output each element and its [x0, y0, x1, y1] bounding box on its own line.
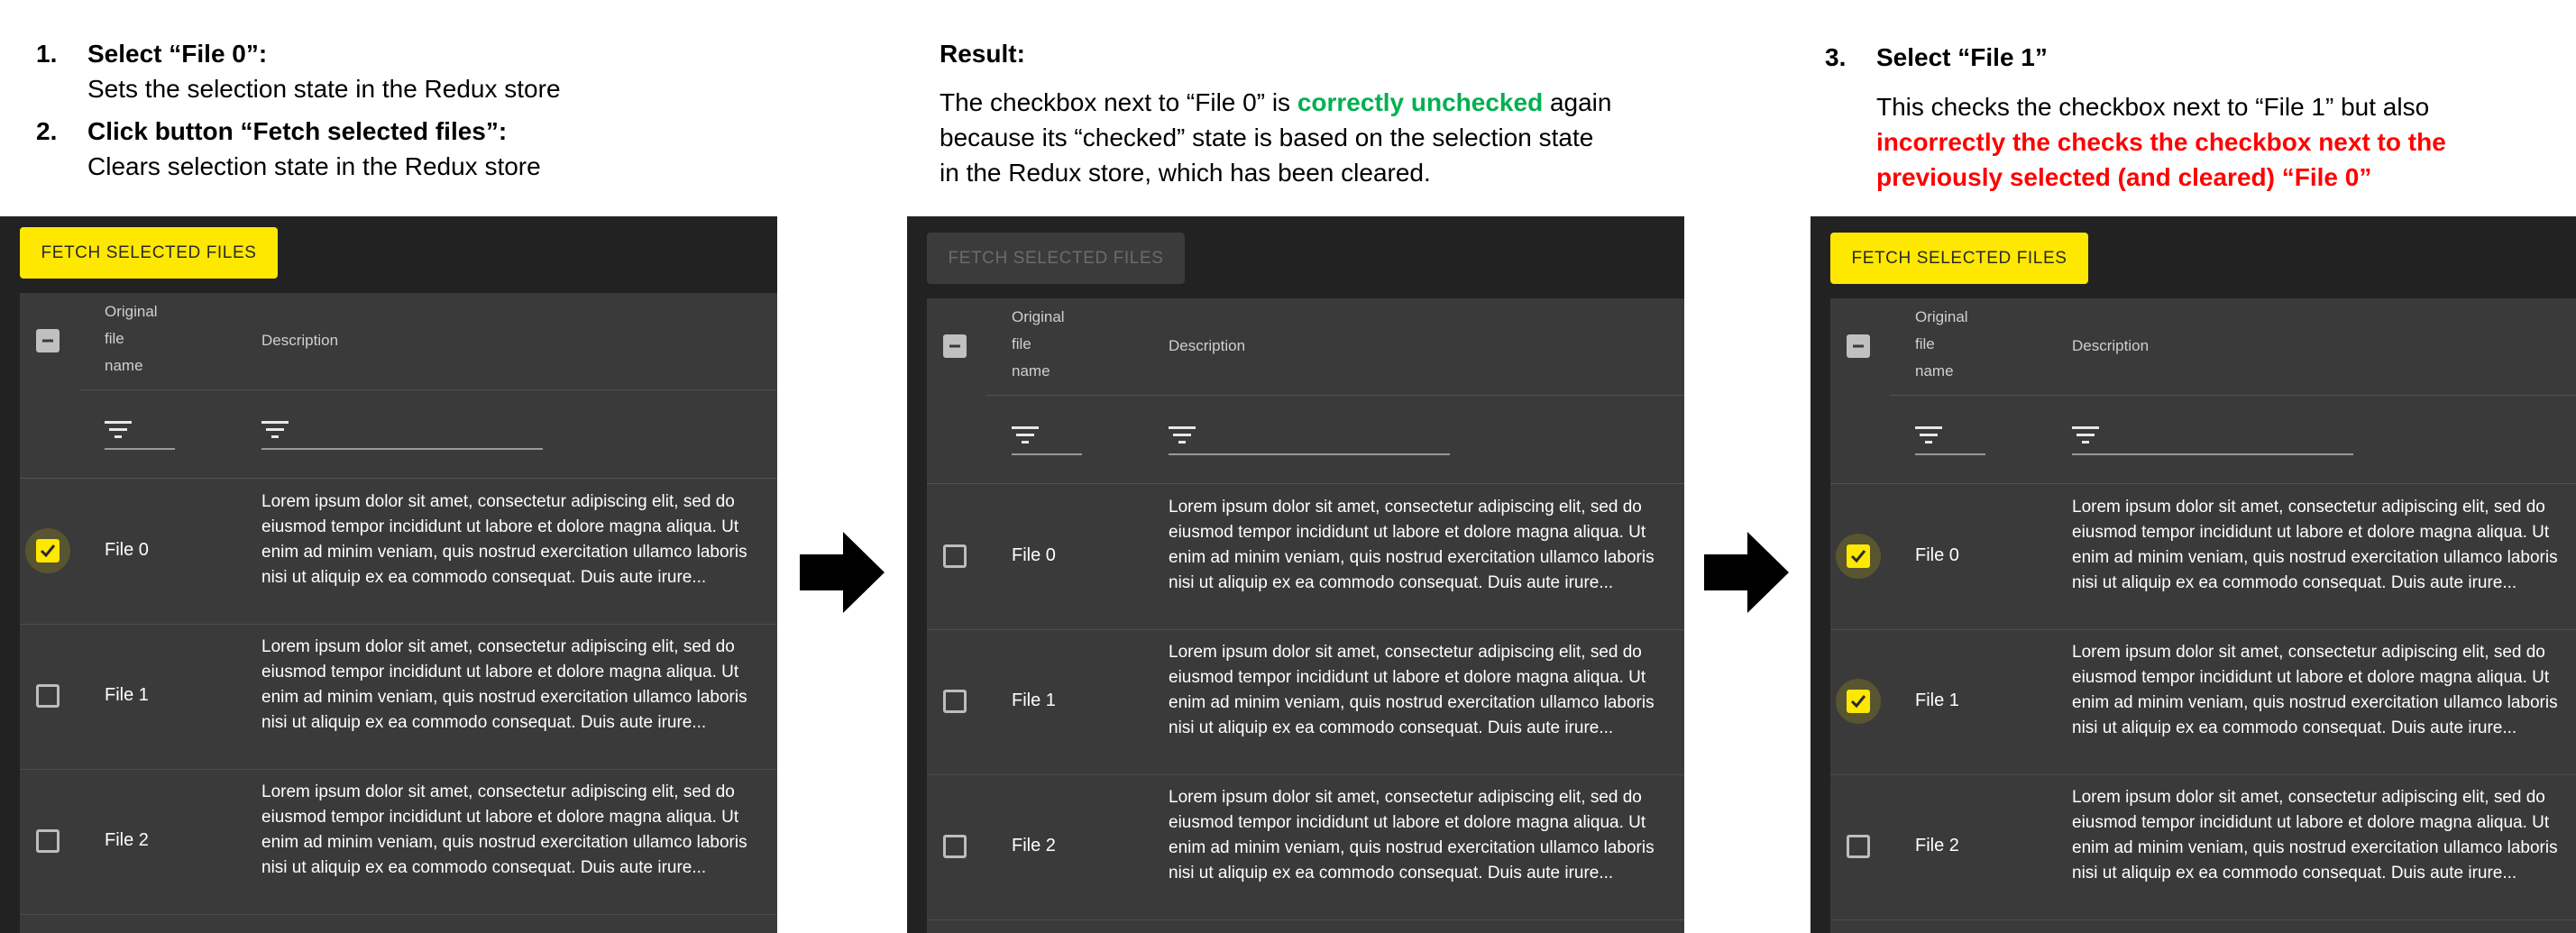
table-row[interactable]: [927, 484, 1684, 630]
filter-icon[interactable]: [1010, 423, 1040, 446]
table-header: [1830, 298, 2576, 395]
table-row[interactable]: [1830, 774, 2576, 920]
step3-error-line3: previously selected (and cleared) “File 0”: [1876, 163, 2372, 191]
description-cell: Lorem ipsum dolor sit amet, consectetur adipiscing elit, sed do eiusmod tempor incididunt ut labore et dolore magna aliqua. Ut enim ad minim veniam, quis nostrud exercitation ullamco laboris nisi ut aliquip ex ea commodo consequat. Duis aute irure...: [2072, 788, 2558, 883]
description-cell: Lorem ipsum dolor sit amet, consectetur adipiscing elit, sed do eiusmod tempor incididunt ut labore et dolore magna aliqua. Ut enim ad minim veniam, quis nostrud exercitation ullamco laboris nisi ut aliquip ex ea commodo consequat. Duis aute irure...: [261, 782, 747, 877]
select-all-checkbox[interactable]: [943, 334, 967, 358]
column-header-text: Original: [1915, 308, 1968, 325]
filter-icon[interactable]: [2070, 423, 2101, 446]
fetch-selected-files-button[interactable]: FETCH SELECTED FILES: [20, 227, 278, 279]
result-line2: because its “checked” state is based on the selection state: [940, 123, 1594, 151]
table-header: [20, 293, 777, 389]
file-name-cell: File 2: [1915, 836, 1959, 855]
result-line1-c: again: [1543, 88, 1612, 116]
table-row[interactable]: [1830, 484, 2576, 630]
file-name-cell: File 1: [1915, 691, 1959, 710]
select-all-checkbox[interactable]: [36, 329, 60, 352]
column-header-description[interactable]: Description: [2072, 337, 2150, 354]
row-checkbox[interactable]: [1847, 544, 1870, 568]
file-name-cell: File 0: [1915, 545, 1959, 565]
table-row[interactable]: [927, 774, 1684, 920]
file-name-cell: File 2: [105, 830, 149, 850]
column-header-text: Original: [1012, 308, 1065, 325]
filter-icon[interactable]: [1913, 423, 1944, 446]
fetch-selected-files-button[interactable]: FETCH SELECTED FILES: [927, 233, 1185, 284]
files-table: [927, 298, 1684, 933]
row-checkbox[interactable]: [36, 829, 60, 853]
result-line1-a: The checkbox next to “File 0” is: [940, 88, 1297, 116]
table-header: [927, 298, 1684, 395]
select-all-checkbox[interactable]: [1847, 334, 1870, 358]
filter-row: [1830, 396, 2576, 484]
row-checkbox[interactable]: [943, 690, 967, 713]
filter-input-name[interactable]: [1915, 453, 1985, 455]
filter-input-name[interactable]: [105, 448, 175, 450]
description-cell: Lorem ipsum dolor sit amet, consectetur adipiscing elit, sed do eiusmod tempor incididunt ut labore et dolore magna aliqua. Ut enim ad minim veniam, quis nostrud exercitation ullamco laboris nisi ut aliquip ex ea commodo consequat. Duis aute irure...: [2072, 498, 2558, 592]
caption-step-3: [1825, 40, 2446, 195]
step2-description: Clears selection state in the Redux store: [87, 152, 541, 180]
result-line3: in the Redux store, which has been cleared.: [940, 159, 1431, 187]
step3-error-line2: incorrectly the checks the checkbox next to the: [1876, 128, 2446, 156]
arrow-right-icon: [1704, 532, 1789, 613]
caption-steps-1-2: [36, 36, 561, 184]
filter-input-description[interactable]: [2072, 453, 2353, 455]
filter-icon[interactable]: [260, 417, 290, 441]
column-header-text: name: [1012, 362, 1050, 380]
description-cell: Lorem ipsum dolor sit amet, consectetur adipiscing elit, sed do eiusmod tempor incididunt ut labore et dolore magna aliqua. Ut enim ad minim veniam, quis nostrud exercitation ullamco laboris nisi ut aliquip ex ea commodo consequat. Duis aute irure...: [1169, 643, 1655, 737]
table-row[interactable]: [20, 479, 777, 625]
description-cell: Lorem ipsum dolor sit amet, consectetur adipiscing elit, sed do eiusmod tempor incididunt ut labore et dolore magna aliqua. Ut enim ad minim veniam, quis nostrud exercitation ullamco laboris nisi ut aliquip ex ea commodo consequat. Duis aute irure...: [261, 637, 747, 732]
row-checkbox[interactable]: [36, 539, 60, 563]
column-header-description[interactable]: Description: [1169, 337, 1246, 354]
fetch-selected-files-button[interactable]: FETCH SELECTED FILES: [1830, 233, 2088, 284]
table-row[interactable]: [927, 629, 1684, 775]
table-row[interactable]: [20, 624, 777, 770]
column-header-original-file-name[interactable]: [105, 298, 158, 380]
file-name-cell: File 0: [105, 540, 149, 560]
column-header-text: Original: [105, 303, 158, 320]
arrow-right-icon: [800, 532, 885, 613]
column-header-text: name: [105, 357, 143, 374]
description-cell: Lorem ipsum dolor sit amet, consectetur adipiscing elit, sed do eiusmod tempor incididunt ut labore et dolore magna aliqua. Ut enim ad minim veniam, quis nostrud exercitation ullamco laboris nisi ut aliquip ex ea commodo consequat. Duis aute irure...: [261, 492, 747, 587]
screenshot-panel-1: [0, 216, 777, 933]
filter-icon[interactable]: [103, 417, 133, 441]
step1-description: Sets the selection state in the Redux store: [87, 75, 561, 103]
file-name-cell: File 1: [105, 685, 149, 705]
filter-input-description[interactable]: [1169, 453, 1450, 455]
file-name-cell: File 0: [1012, 545, 1056, 565]
table-row[interactable]: [20, 769, 777, 915]
column-header-text: name: [1915, 362, 1954, 380]
column-header-original-file-name[interactable]: [1012, 304, 1065, 385]
column-header-text: file: [1012, 335, 1031, 352]
caption-result: [940, 36, 1611, 190]
filter-row: [20, 390, 777, 479]
row-checkbox[interactable]: [943, 544, 967, 568]
description-cell: Lorem ipsum dolor sit amet, consectetur adipiscing elit, sed do eiusmod tempor incididunt ut labore et dolore magna aliqua. Ut enim ad minim veniam, quis nostrud exercitation ullamco laboris nisi ut aliquip ex ea commodo consequat. Duis aute irure...: [2072, 643, 2558, 737]
file-name-cell: File 2: [1012, 836, 1056, 855]
column-header-original-file-name[interactable]: [1915, 304, 1968, 385]
result-title: Result:: [940, 40, 1025, 68]
step3-line1: This checks the checkbox next to “File 1” but also: [1876, 93, 2430, 121]
column-header-text: file: [105, 330, 124, 347]
files-table: [20, 293, 777, 933]
table-row[interactable]: [1830, 629, 2576, 775]
filter-icon[interactable]: [1167, 423, 1197, 446]
step1-number: 1.: [36, 40, 58, 68]
step2-number: 2.: [36, 117, 58, 145]
step2-title: Click button “Fetch selected files”:: [87, 117, 508, 145]
row-checkbox[interactable]: [1847, 690, 1870, 713]
description-cell: Lorem ipsum dolor sit amet, consectetur adipiscing elit, sed do eiusmod tempor incididunt ut labore et dolore magna aliqua. Ut enim ad minim veniam, quis nostrud exercitation ullamco laboris nisi ut aliquip ex ea commodo consequat. Duis aute irure...: [1169, 788, 1655, 883]
step3-title: Select “File 1”: [1876, 43, 2048, 71]
row-checkbox[interactable]: [36, 684, 60, 708]
filter-input-name[interactable]: [1012, 453, 1082, 455]
filter-input-description[interactable]: [261, 448, 543, 450]
row-checkbox[interactable]: [1847, 835, 1870, 858]
files-table: [1830, 298, 2576, 933]
row-checkbox[interactable]: [943, 835, 967, 858]
step1-title: Select “File 0”:: [87, 40, 268, 68]
screenshot-panel-2: [907, 216, 1684, 933]
description-cell: Lorem ipsum dolor sit amet, consectetur adipiscing elit, sed do eiusmod tempor incididunt ut labore et dolore magna aliqua. Ut enim ad minim veniam, quis nostrud exercitation ullamco laboris nisi ut aliquip ex ea commodo consequat. Duis aute irure...: [1169, 498, 1655, 592]
result-success-text: correctly unchecked: [1297, 88, 1544, 116]
step3-number: 3.: [1825, 43, 1847, 71]
column-header-description[interactable]: Description: [261, 332, 339, 349]
filter-row: [927, 396, 1684, 484]
screenshot-panel-3: [1811, 216, 2576, 933]
column-header-text: file: [1915, 335, 1935, 352]
file-name-cell: File 1: [1012, 691, 1056, 710]
